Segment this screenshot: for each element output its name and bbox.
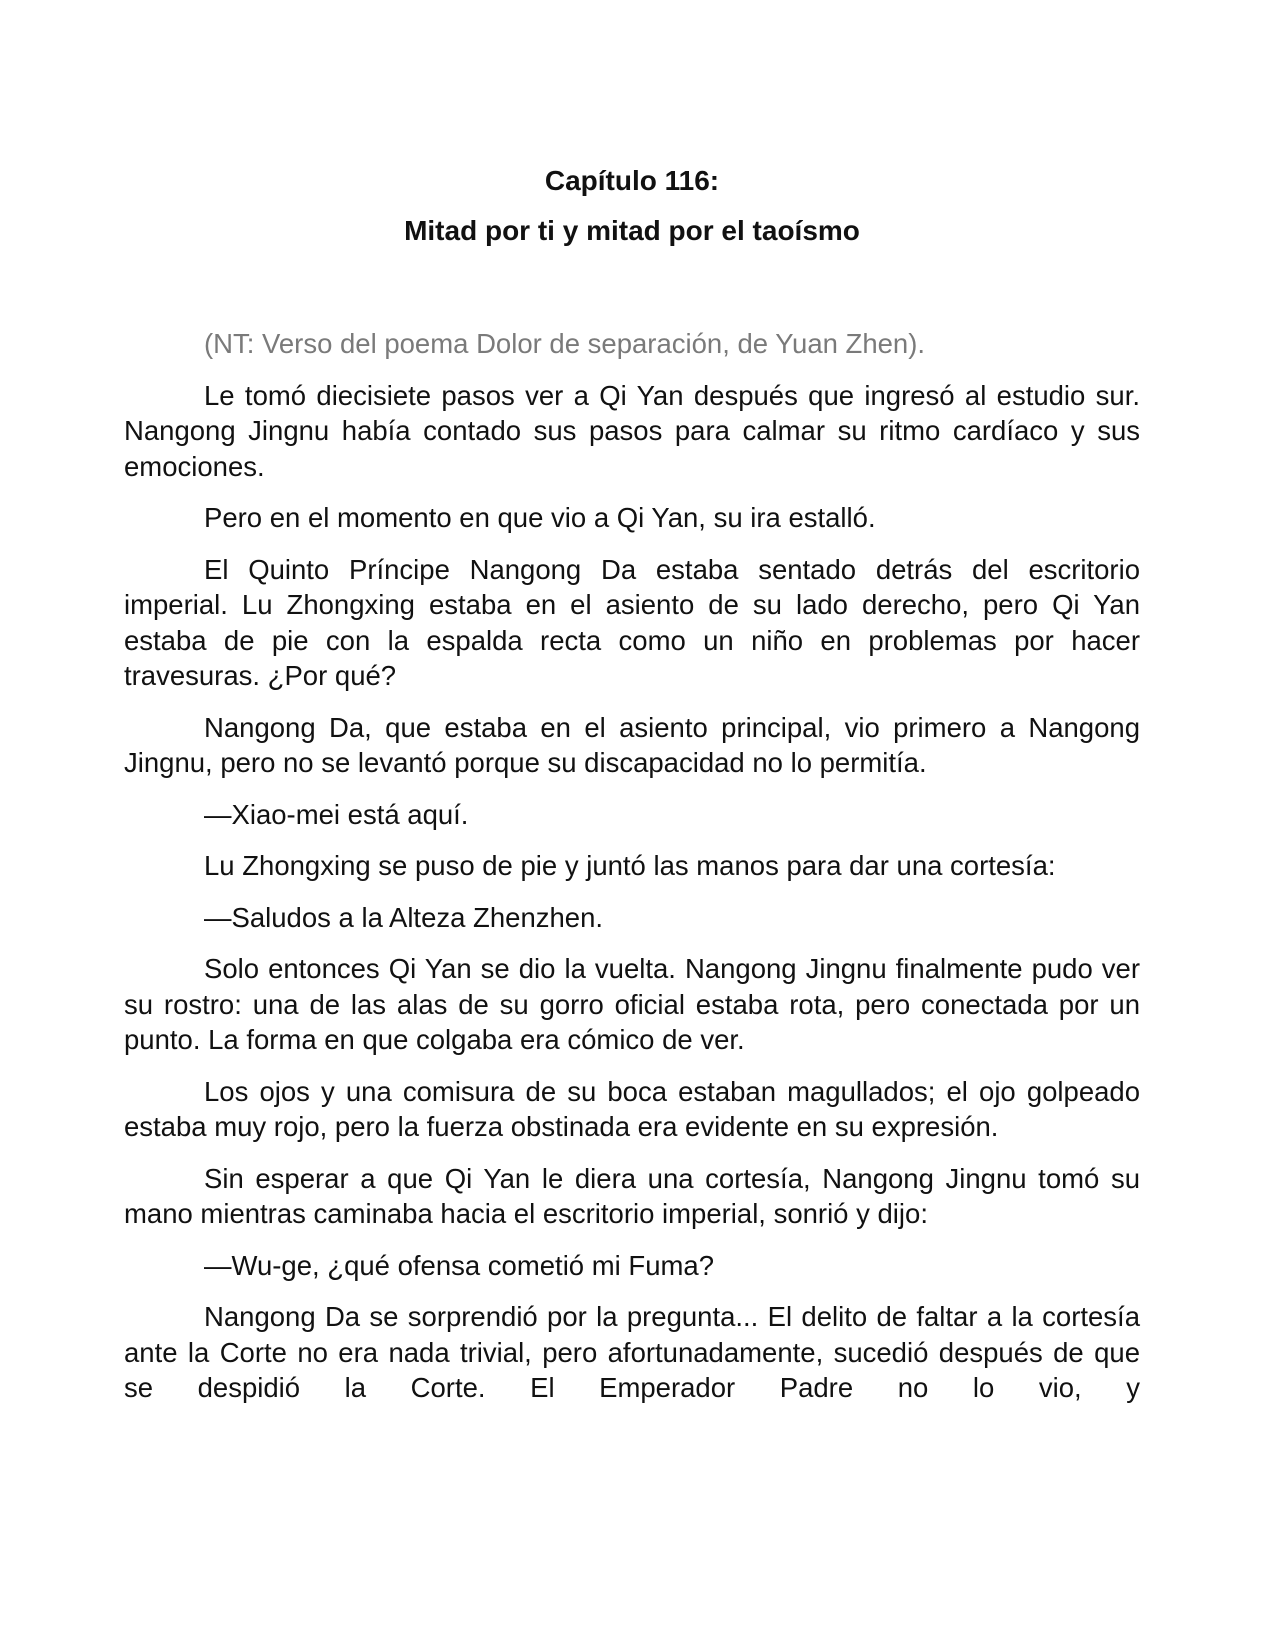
paragraph: Le tomó diecisiete pasos ver a Qi Yan después que ingresó al estudio sur. Nangong Jingnu había contado sus pasos para calmar su ritmo cardíaco y sus emociones.	[124, 379, 1140, 482]
paragraph: Sin esperar a que Qi Yan le diera una cortesía, Nangong Jingnu tomó su mano mientras caminaba hacia el escritorio imperial, sonrió y dijo:	[124, 1162, 1140, 1229]
paragraph: Solo entonces Qi Yan se dio la vuelta. Nangong Jingnu finalmente pudo ver su rostro: una de las alas de su gorro oficial estaba rota, pero conectada por un punto. La forma en que colgaba era cómico de ver.	[124, 953, 1140, 1055]
dialogue-paragraph: —Saludos a la Alteza Zhenzhen.	[204, 901, 604, 933]
paragraph: Los ojos y una comisura de su boca estaban magullados; el ojo golpeado estaba muy rojo, pero la fuerza obstinada era evidente en su expresión.	[124, 1075, 1140, 1142]
dialogue-paragraph: —Wu-ge, ¿qué ofensa cometió mi Fuma?	[204, 1249, 714, 1281]
paragraph: Pero en el momento en que vio a Qi Yan, su ira estalló.	[204, 502, 876, 533]
body-text	[124, 326, 1140, 1406]
paragraph: El Quinto Príncipe Nangong Da estaba sentado detrás del escritorio imperial. Lu Zhongxing estaba en el asiento de su lado derecho, pero Qi Yan estaba de pie con la espalda recta como un niño en problemas por hacer travesuras. ¿Por qué?	[124, 553, 1140, 691]
paragraph: Lu Zhongxing se puso de pie y juntó las manos para dar una cortesía:	[204, 850, 1056, 881]
chapter-number: Capítulo 116:	[544, 165, 720, 196]
chapter-heading	[124, 165, 1140, 247]
paragraph: Nangong Da, que estaba en el asiento principal, vio primero a Nangong Jingnu, pero no se levantó porque su discapacidad no lo permitía.	[124, 711, 1140, 778]
dialogue-paragraph: —Xiao-mei está aquí.	[204, 798, 469, 830]
paragraph: Nangong Da se sorprendió por la pregunta... El delito de faltar a la cortesía ante la Corte no era nada trivial, pero afortunadamente, sucedió después de que se despidió la Corte. El Emperador Padre no lo vio, y	[124, 1301, 1140, 1403]
translator-note: (NT: Verso del poema Dolor de separación, de Yuan Zhen).	[204, 328, 926, 359]
chapter-title: Mitad por ti y mitad por el taoísmo	[404, 215, 860, 246]
